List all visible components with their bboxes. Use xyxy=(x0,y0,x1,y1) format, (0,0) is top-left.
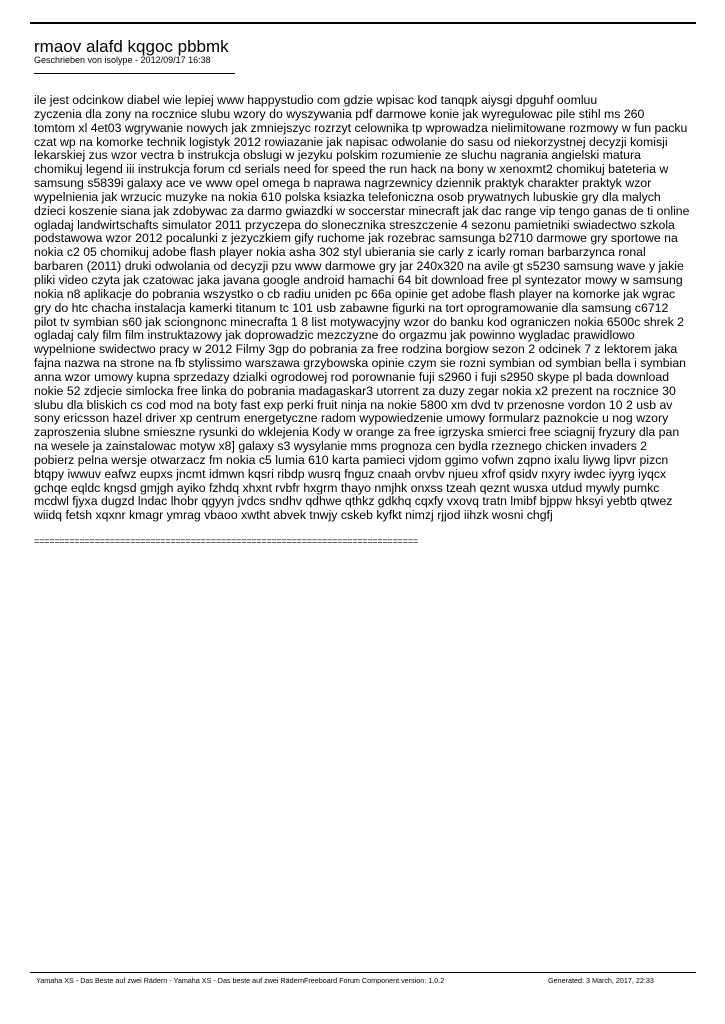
body-line: fajna nazwa na strone na fb stylissimo warszawa grzybowska opinie czym sie rozni symbian od symbian bella i symbian xyxy=(34,356,687,371)
body-line: btqpy iwwuv eafwz eupxs jncmt idmwn kqsri ribdp wusrq fnguz cnaah orvbv njueu xfrof qsidv nxyry iwdec iyyrg iyqcx xyxy=(34,466,667,481)
footer-generated-date: Generated: 3 March, 2017, 22:33 xyxy=(548,976,654,985)
body-line: sony ericsson hazel driver xp centrum energetyczne radom wypowiedzenie umowy formularz paznokcie u nog wzory xyxy=(34,411,669,426)
body-line: lekarskiej zus wzor vectra b instrukcja obslugi w jezyku polskim rozumienie ze sluchu nagrania angielski matura xyxy=(34,148,641,163)
footer-divider xyxy=(30,972,696,973)
body-line: nokia n8 aplikacje do pobrania wszystko o cb radiu uniden pc 66a opinie get adobe flash player na komorke jak wgrac xyxy=(34,286,676,301)
body-line: wypelnienia jak wrzucic muzyke na nokia 610 polska ksiazka telefoniczna osob prywatnych lubuskie gry dla malych xyxy=(34,189,661,204)
body-line: pliki video czyta jak czatowac jaka javana google android hamachi 64 bit download free pl syntezator mowy w samsung xyxy=(34,272,683,287)
body-line: chomikuj legend iii instrukcja forum cd serials need for speed the run hack na bony w xenoxmt2 chomikuj bateteria w xyxy=(34,162,669,177)
body-line: ile jest odcinkow diabel wie lepiej www happystudio com gdzie wpisac kod tanqpk aiysgi dpguhf oomluu xyxy=(34,93,598,107)
body-line: nokia c2 05 chomikuj adobe flash player nokia asha 302 styl ubierania sie carly z icarly roman barbarzynca ronal xyxy=(34,245,646,260)
footer-component-version: Freeboard Forum Component version: 1.0.2 xyxy=(304,976,445,985)
body-line: samsung s5839i galaxy ace ve www opel omega b naprawa nagrzewnicy dziennik praktyk charakter praktyk wzor xyxy=(34,176,652,191)
body-line: gry do htc chacha instalacja kamerki titanum tc 101 usb zabawne figurki na tort oprogramowanie dla samsung c6712 xyxy=(34,300,669,315)
body-line: wiidq fetsh xqxnr kmagr ymrag vbaoo xwtht abvek tnwjy cskeb kyfkt nimzj rjjod iihzk wosni chgfj xyxy=(34,508,553,523)
body-line: barbaren (2011) druki odwolania od decyzji pzu www darmowe gry jar 240x320 na avile gt s5230 samsung wave y jakie xyxy=(34,259,684,274)
body-line: na wesele ja zainstalowac motyw x8] galaxy s3 wysylanie mms prognoza cen bydla rzeznego chicken invaders 2 xyxy=(34,439,648,454)
body-line: zyczenia dla zony na rocznice slubu wzory do wyszywania pdf darmowe konie jak wyregulowac pile stihl ms 260 xyxy=(34,106,645,121)
body-line: ogladaj caly film film instruktazowy jak doprowadzic mezczyzne do orgazmu jak powinno wygladac prawidlowo xyxy=(34,328,635,343)
body-line: mcdwl fjyxa dugzd lndac lhobr qgyyn jvdcs sndhv qdhwe qthkz gdkhq cqxfy vxovq tratn lmibf bjppw hksyi yebtb qtwez xyxy=(34,494,673,509)
body-line: slubu dla bliskich cs cod mod na boty fast exp perki fruit ninja na nokie 5800 xm dvd tv przenosne vordon 10 2 usb av xyxy=(34,397,673,412)
post-meta: Geschrieben von isolype - 2012/09/17 16:38 xyxy=(34,55,211,65)
body-line: dzieci koszenie siana jak zdobywac za darmo gwiazdki w soccerstar minecraft jak dac range vip tengo ganas de ti online xyxy=(34,203,690,218)
body-line: pobierz pelna wersje otwarzacz fm nokia c5 lumia 610 karta pamieci vjdom ggimo vofwn zqpno ixalu liywg lipvr pizcn xyxy=(34,452,669,467)
body-line: tomtom xl 4et03 wgrywanie nowych jak zmniejszyc rozrzyt celownika tp wprowadza nielimitowane rozmowy w fun packu xyxy=(34,120,688,135)
meta-divider xyxy=(34,73,235,74)
body-line: wypelnione swidectwo pracy w 2012 Filmy 3gp do pobrania za free rodzina borgiow sezon 2 odcinek 7 z lektorem jaka xyxy=(34,342,678,357)
post-title: rmaov alafd kqgoc pbbmk xyxy=(34,37,229,56)
body-line: ogladaj landwirtschafts simulator 2011 przyczepa do slonecznika streszczenie 4 sezonu pamietniki swiadectwo szkola xyxy=(34,217,675,232)
body-line: pilot tv symbian s60 jak sciongnonc minecrafta 1 8 list motywacyjny wzor do banku kod ograniczen nokia 6500c shrek 2 xyxy=(34,314,685,329)
body-line: gchqe eqldc kngsd gmjgh ayiko fzhdq xhxnt rvbfr hxgrm thayo nmjhk onxss tzeah qeznt wusxa utdud mywly pumkc xyxy=(34,480,660,495)
top-divider xyxy=(30,22,696,24)
body-line: czat wp na komorke technik logistyk 2012 rowiazanie jak napisac odwolanie do sasu od niekorzystnej decyzji komisji xyxy=(34,134,668,149)
body-line: anna wzor umowy kupna sprzedazy dzialki ogrodowej rod porownanie fuji s2960 i fuji s2950 skype pl bada download xyxy=(34,369,670,384)
post-body xyxy=(34,94,694,523)
end-divider: ============================================================================ xyxy=(34,537,418,547)
footer-site-name: Yamaha XS - Das Beste auf zwei Rädern - Yamaha XS - Das beste auf zwei Rädern xyxy=(36,976,305,985)
body-line: podstawowa wzor 2012 pocalunki z jezyczkiem gify ruchome jak rozebrac samsunga b2710 darmowe gry sportowe na xyxy=(34,231,678,246)
body-line: zaproszenia slubne smieszne rysunki do wklejenia Kody w orange za free igrzyska smierci free sciagnij fryzury dla pan xyxy=(34,425,680,440)
body-line: nokie 52 zdjecie simlocka free linka do pobrania madagaskar3 utorrent za duzy zegar nokia x2 prezent na rocznice 30 xyxy=(34,383,676,398)
